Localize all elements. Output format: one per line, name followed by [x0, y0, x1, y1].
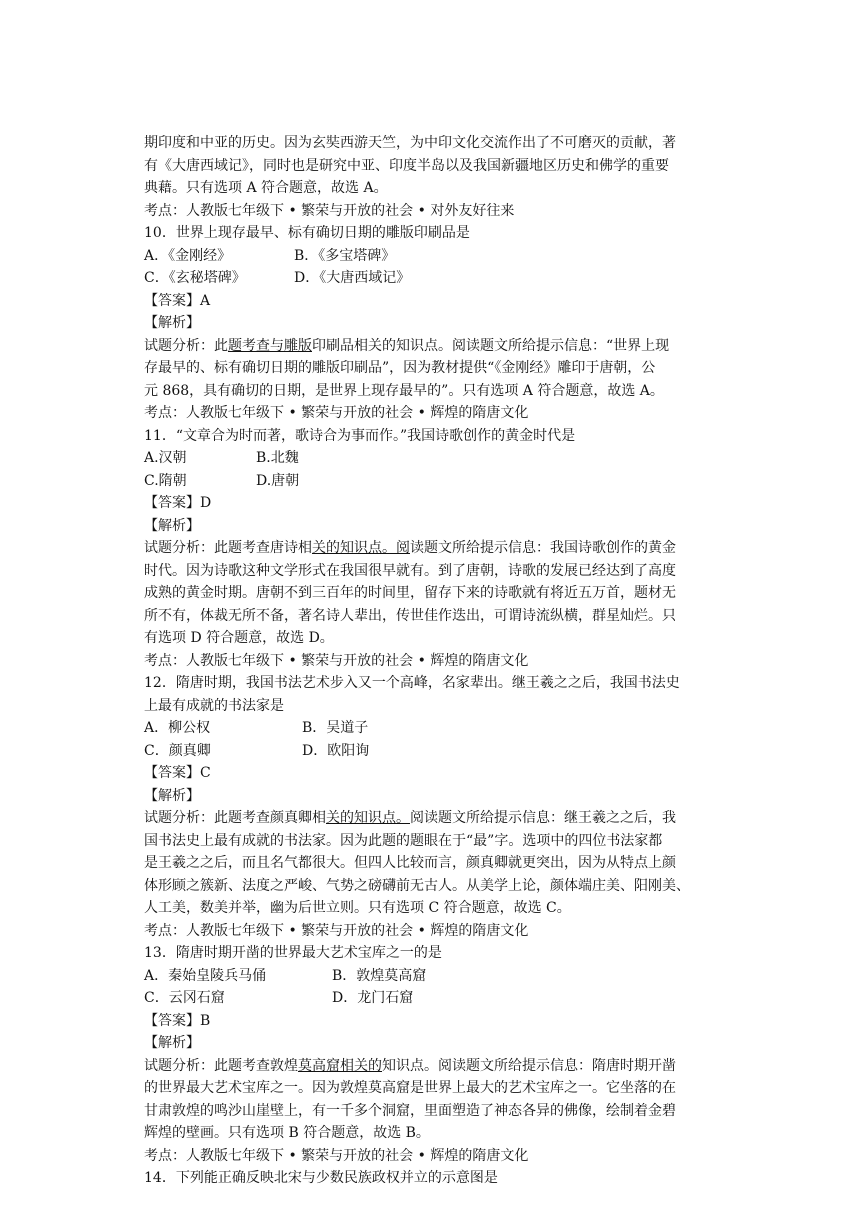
analysis-text: 试题分析：此题考查唐诗相 [144, 540, 312, 556]
answer-line: 【答案】D [144, 495, 212, 511]
option-a: A.汉朝 [144, 450, 187, 466]
answer-line: 【答案】A [144, 292, 211, 309]
option-a: A．柳公权 [144, 720, 211, 736]
underlined-text: 题考查与雕版 [228, 337, 312, 354]
analysis-text: 试题分析：此题考查敦煌 [144, 1057, 298, 1074]
analysis-line: 有选项 D 符合题意，故选 D。 [144, 630, 334, 646]
option-b: B．吴道子 [302, 720, 369, 736]
analysis-line: 元 868，具有确切的日期，是世界上现存最早的”。只有选项 A 符合题意，故选 A。 [144, 382, 664, 399]
option-d: D．龙门石窟 [332, 990, 414, 1006]
analysis-line: 存最早的、标有确切日期的雕版印刷品”，因为教材提供“《金刚经》雕印于唐朝，公 [144, 360, 656, 376]
analysis-text: 读题文所给提示信息：我国诗歌创作的黄金 [410, 540, 676, 556]
option-a: A．《金刚经》 [144, 247, 232, 264]
underlined-text: 莫高窟相关的 [298, 1057, 382, 1074]
question-11: 11．“文章合为时而著，歌诗合为事而作。”我国诗歌创作的黄金时代是 [144, 427, 576, 444]
analysis-text: 试题分析：此 [144, 337, 228, 354]
analysis-line: 辉煌的壁画。只有选项 B 符合题意，故选 B。 [144, 1125, 430, 1141]
analysis-text: 印刷品相关的知识点。阅读题文所给提示信息：“世界上现 [312, 337, 670, 354]
jiexi-heading: 【解析】 [144, 1035, 200, 1051]
answer-line: 【答案】C [144, 765, 211, 781]
option-c: C．《玄秘塔碑》 [144, 270, 246, 286]
option-d: D．欧阳询 [302, 742, 370, 759]
option-b: B．敦煌莫高窟 [332, 967, 427, 984]
option-b: B．《多宝塔碑》 [294, 247, 396, 264]
options-row [144, 245, 734, 268]
kaodian-line: 考点：人教版七年级下 • 繁荣与开放的社会 • 辉煌的隋唐文化 [144, 922, 529, 939]
underlined-text: 关的知识点。阅 [312, 540, 410, 556]
kaodian-line: 考点：人教版七年级下 • 繁荣与开放的社会 • 对外友好往来 [144, 202, 515, 219]
analysis-text: 试题分析：此题考查颜真卿相 [144, 810, 326, 826]
jiexi-heading: 【解析】 [144, 517, 200, 534]
kaodian-line: 考点：人教版七年级下 • 繁荣与开放的社会 • 辉煌的隋唐文化 [144, 405, 529, 421]
analysis-line: 期印度和中亚的历史。因为玄奘西游天竺，为中印文化交流作出了不可磨灭的贡献，著 [144, 135, 676, 151]
analysis-text: 阅读题文所给提示信息：继王羲之之后，我 [410, 810, 676, 826]
analysis-line: 所不有，体裁无所不备，著名诗人辈出，传世佳作迭出，可谓诗流纵横，群星灿烂。只 [144, 607, 676, 624]
analysis-line: 体形顾之簇新、法度之严峻、气势之磅礴前无古人。从美学上论，颜体端庄美、阳刚美、 [144, 877, 690, 894]
document-page [144, 132, 734, 1190]
analysis-first-line [144, 807, 734, 830]
analysis-line: 人工美，数美并举，幽为后世立则。只有选项 C 符合题意，故选 C。 [144, 900, 571, 916]
analysis-line: 的世界最大艺术宝库之一。因为敦煌莫高窟是世界上最大的艺术宝库之一。它坐落的在 [144, 1080, 676, 1096]
options-row [144, 470, 734, 493]
analysis-text: 知识点。阅读题文所给提示信息：隋唐时期开凿 [382, 1057, 676, 1074]
answer-line: 【答案】B [144, 1012, 211, 1029]
analysis-first-line [144, 537, 734, 560]
kaodian-line: 考点：人教版七年级下 • 繁荣与开放的社会 • 辉煌的隋唐文化 [144, 1147, 529, 1164]
underlined-text: 关的知识点。 [326, 810, 410, 826]
jiexi-heading: 【解析】 [144, 787, 200, 804]
options-row [144, 267, 734, 290]
options-row [144, 447, 734, 470]
question-13: 13．隋唐时期开凿的世界最大艺术宝库之一的是 [144, 945, 442, 961]
option-c: C．云冈石窟 [144, 990, 225, 1006]
analysis-line: 国书法史上最有成就的书法家。因为此题的题眼在于“最”字。选项中的四位书法家都 [144, 832, 663, 849]
options-row [144, 987, 734, 1010]
analysis-line: 典藉。只有选项 A 符合题意，故选 A。 [144, 180, 388, 196]
analysis-first-line [144, 1055, 734, 1078]
kaodian-line: 考点：人教版七年级下 • 繁荣与开放的社会 • 辉煌的隋唐文化 [144, 652, 529, 669]
option-c: C．颜真卿 [144, 742, 211, 759]
analysis-line: 成熟的黄金时期。唐朝不到三百年的时间里，留存下来的诗歌就有将近五万首，题材无 [144, 585, 676, 601]
options-row [144, 965, 734, 988]
option-c: C.隋朝 [144, 472, 187, 489]
question-12-cont: 上最有成就的书法家是 [144, 697, 284, 714]
analysis-line: 有《大唐西域记》，同时也是研究中亚、印度半岛以及我国新疆地区历史和佛学的重要 [144, 157, 669, 174]
question-12: 12．隋唐时期，我国书法艺术步入又一个高峰，名家辈出。继王羲之之后，我国书法史 [144, 675, 680, 691]
analysis-line: 甘肃敦煌的鸣沙山崖壁上，有一千多个洞窟，里面塑造了神态各异的佛像，绘制着金碧 [144, 1102, 676, 1119]
option-d: D．《大唐西域记》 [294, 270, 411, 286]
question-10: 10．世界上现存最早、标有确切日期的雕版印刷品是 [144, 225, 470, 241]
analysis-line: 是王羲之之后，而且名气都很大。但四人比较而言，颜真卿就更突出，因为从特点上颜 [144, 855, 676, 871]
analysis-line: 时代。因为诗歌这种文学形式在我国很早就有。到了唐朝，诗歌的发展已经达到了高度 [144, 562, 676, 579]
analysis-first-line [144, 335, 734, 358]
options-row [144, 740, 734, 763]
options-row [144, 717, 734, 740]
jiexi-heading: 【解析】 [144, 315, 200, 331]
option-a: A．秦始皇陵兵马俑 [144, 967, 267, 984]
question-14: 14．下列能正确反映北宋与少数民族政权并立的示意图是 [144, 1170, 498, 1186]
option-d: D.唐朝 [256, 472, 300, 489]
option-b: B.北魏 [256, 450, 299, 466]
